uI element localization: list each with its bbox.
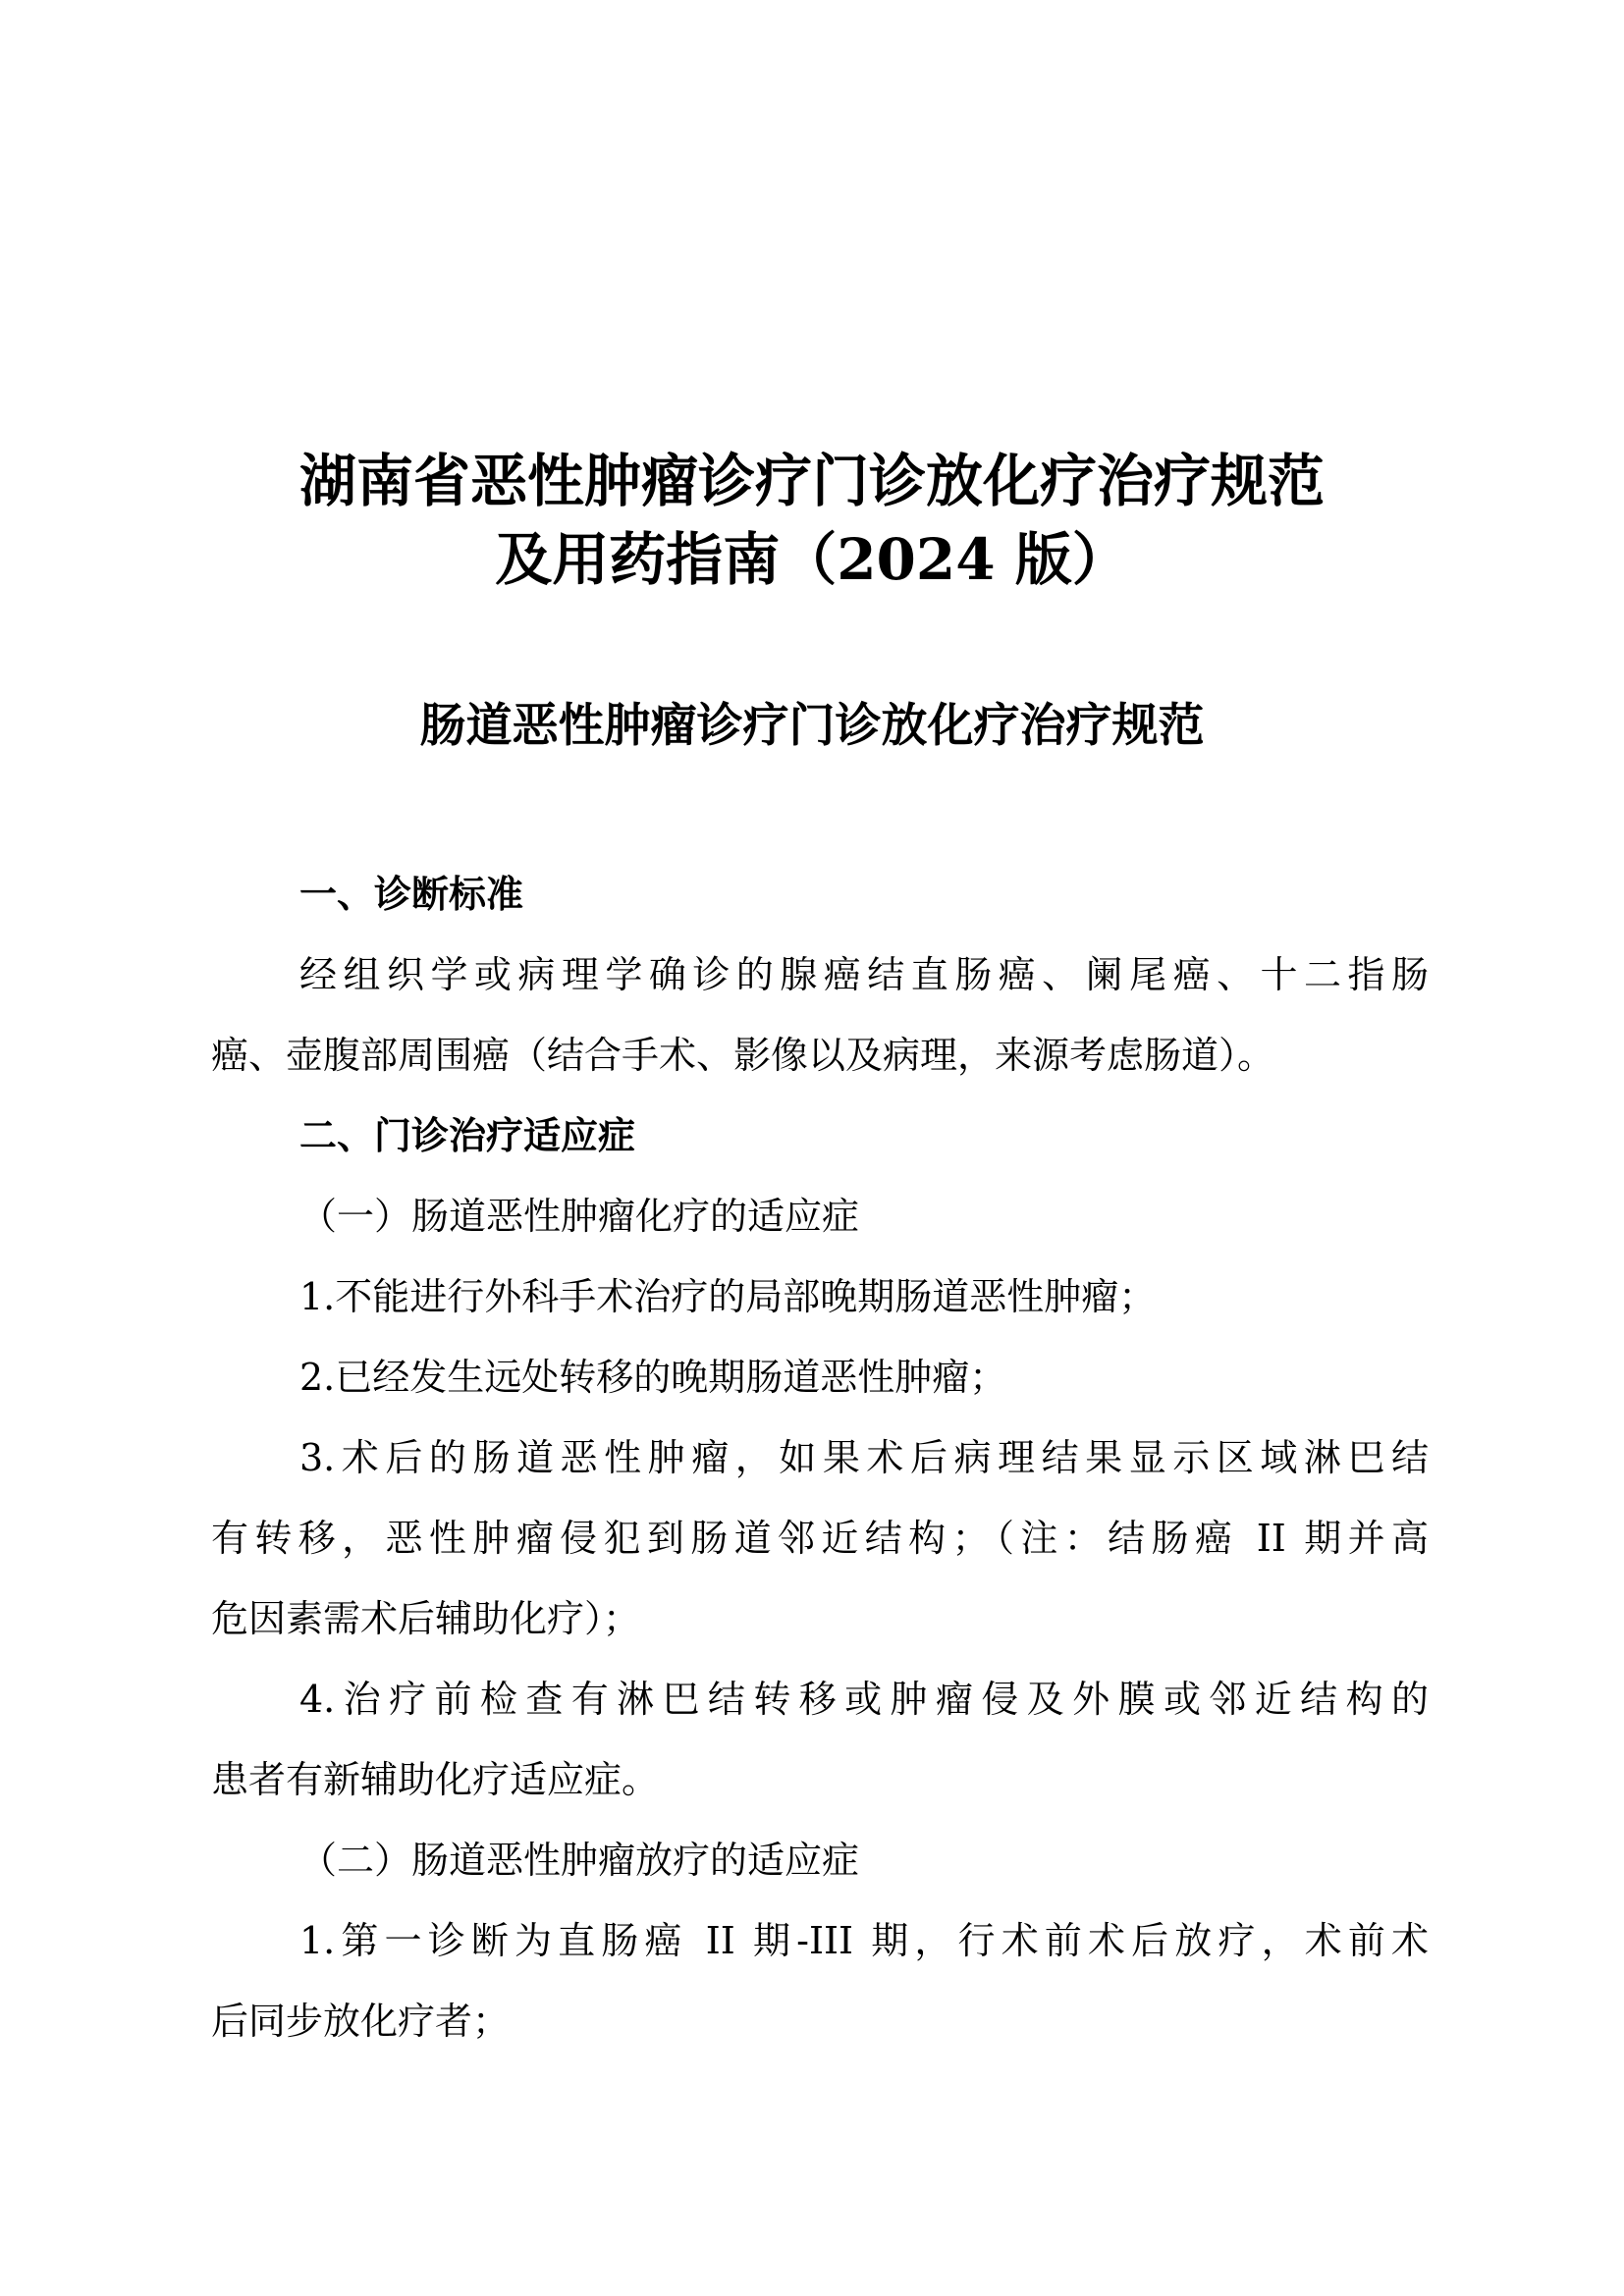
- list-item: 2.已经发生远处转移的晚期肠道恶性肿瘤；: [299, 1356, 1007, 1399]
- heading-diagnosis-criteria: 一、诊断标准: [299, 873, 524, 916]
- document-title-line-2: 及用药指南（2024 版）: [495, 526, 1129, 593]
- subheading-radiotherapy-indications: （二）肠道恶性肿瘤放疗的适应症: [299, 1839, 860, 1882]
- paragraph-line: 经组织学或病理学确诊的腺癌结直肠癌、阑尾癌、十二指肠: [299, 953, 1429, 996]
- paragraph-line: 后同步放化疗者；: [211, 2000, 511, 2043]
- list-item: 1.不能进行外科手术治疗的局部晚期肠道恶性肿瘤；: [299, 1275, 1157, 1318]
- paragraph-line: 有转移，恶性肿瘤侵犯到肠道邻近结构；（注：结肠癌 II 期并高: [211, 1517, 1429, 1560]
- paragraph-line: 危因素需术后辅助化疗）；: [211, 1597, 641, 1640]
- heading-outpatient-indications: 二、门诊治疗适应症: [299, 1114, 636, 1157]
- section-subtitle: 肠道恶性肿瘤诊疗门诊放化疗治疗规范: [419, 699, 1205, 753]
- paragraph-line: 癌、壶腹部周围癌（结合手术、影像以及病理，来源考虑肠道）。: [211, 1034, 1275, 1077]
- list-item: 4.治疗前检查有淋巴结转移或肿瘤侵及外膜或邻近结构的: [299, 1678, 1429, 1721]
- subheading-chemo-indications: （一）肠道恶性肿瘤化疗的适应症: [299, 1195, 860, 1238]
- list-item: 1.第一诊断为直肠癌 II 期-III 期，行术前术后放疗，术前术: [299, 1919, 1429, 1962]
- paragraph-line: 患者有新辅助化疗适应症。: [211, 1758, 660, 1801]
- document-title-line-1: 湖南省恶性肿瘤诊疗门诊放化疗治疗规范: [298, 448, 1325, 514]
- list-item: 3.术后的肠道恶性肿瘤，如果术后病理结果显示区域淋巴结: [299, 1436, 1429, 1479]
- document-body: [211, 854, 1429, 2061]
